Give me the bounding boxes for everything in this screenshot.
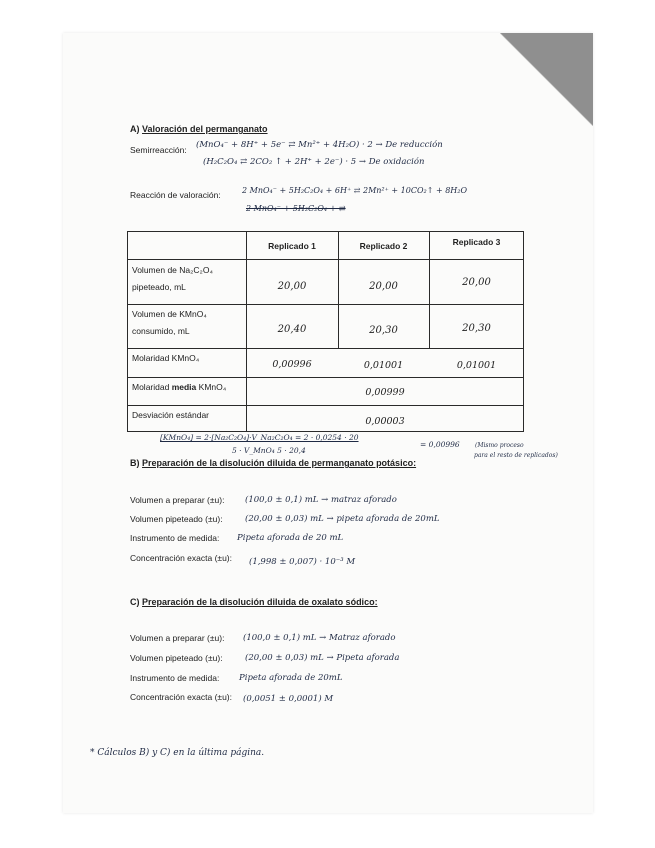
- mean-label: [132, 382, 226, 392]
- row-label: consumido, mL: [132, 326, 190, 336]
- field-value: (100,0 ± 0,1) mL → Matraz aforado: [243, 633, 396, 643]
- section-c-prefix: C): [130, 597, 140, 607]
- table-cell: 20,30: [462, 323, 491, 334]
- replicates-table: [127, 231, 524, 432]
- section-b-prefix: B): [130, 458, 140, 468]
- table-cell: 20,00: [369, 281, 398, 292]
- titration-label: Reacción de valoración:: [130, 190, 221, 200]
- calc-denominator: 5 · V_MnO₄ 5 · 20,4: [232, 446, 306, 455]
- row-label: Volumen de Na₂C₂O₄: [132, 265, 213, 275]
- section-c-title-text: Preparación de la disolución diluida de oxalato sódico:: [142, 597, 378, 607]
- field-value: Pipeta aforada de 20 mL: [237, 533, 344, 543]
- semireaction-label: Semirreacción:: [130, 145, 187, 155]
- folded-corner: [500, 33, 593, 126]
- table-cell: 20,00: [462, 277, 491, 288]
- header-replicado-1: Replicado 1: [268, 241, 316, 251]
- mean-label-bold: media: [171, 382, 197, 392]
- titration-reaction: 2 MnO₄⁻ + 5H₂C₂O₄ + 6H⁺ ⇄ 2Mn²⁺ + 10CO₂↑ + 8H₂O: [242, 186, 468, 195]
- table-row-divider: [128, 348, 523, 349]
- field-label: Instrumento de medida:: [130, 673, 220, 683]
- field-value: (20,00 ± 0,03) mL → pipeta aforada de 20mL: [245, 514, 440, 524]
- field-value: Pipeta aforada de 20mL: [239, 673, 343, 683]
- section-a-prefix: A): [130, 124, 140, 134]
- semireaction-2: (H₂C₂O₄ ⇄ 2CO₂ ↑ + 2H⁺ + 2e⁻) · 5 → De oxidación: [203, 157, 425, 167]
- field-label: Concentración exacta (±u):: [130, 692, 232, 702]
- row-label: pipeteado, mL: [132, 282, 186, 292]
- table-cell: 20,30: [369, 325, 398, 336]
- field-value: (0,0051 ± 0,0001) M: [243, 694, 334, 704]
- field-label: Volumen pipeteado (±u):: [130, 514, 223, 524]
- mean-value: 0,00999: [365, 387, 405, 398]
- field-label: Volumen a preparar (±u):: [130, 633, 225, 643]
- mean-label-pre: Molaridad: [132, 382, 170, 392]
- section-b-title-text: Preparación de la disolución diluida de permanganato potásico:: [142, 458, 417, 468]
- row-label: Molaridad KMnO₄: [132, 353, 200, 363]
- table-cell: 0,01001: [456, 360, 497, 371]
- struck-out-line: 2 MnO₄⁻ + 5H₂C₂O₄ + ⇄: [246, 204, 346, 213]
- field-value: (100,0 ± 0,1) mL → matraz aforado: [245, 495, 397, 505]
- field-label: Instrumento de medida:: [130, 533, 220, 543]
- field-label: Volumen pipeteado (±u):: [130, 653, 223, 663]
- field-value: (1,998 ± 0,007) · 10⁻³ M: [249, 557, 356, 567]
- row-label: Volumen de KMnO₄: [132, 309, 207, 319]
- header-replicado-2: Replicado 2: [359, 241, 408, 251]
- calc-note-1: (Mismo proceso: [475, 442, 524, 449]
- table-cell: 0,00996: [272, 359, 312, 370]
- section-b-title: [130, 458, 416, 468]
- calc-result: = 0,00996: [420, 440, 460, 449]
- calc-note-2: para el resto de replicados): [474, 452, 558, 459]
- table-cell: 20,40: [277, 324, 307, 335]
- mean-label-post: KMnO₄: [198, 382, 227, 392]
- table-cell: 20,00: [277, 281, 307, 292]
- calc-numerator: [KMnO₄] = 2·[Na₂C₂O₄]·V_Na₂C₂O₄ = 2 · 0,0254 · 20: [160, 433, 359, 442]
- semireaction-1: (MnO₄⁻ + 8H⁺ + 5e⁻ ⇄ Mn²⁺ + 4H₂O) · 2 → De reducción: [196, 140, 443, 150]
- table-row-divider: [128, 377, 523, 378]
- table-row-divider: [128, 405, 523, 406]
- field-value: (20,00 ± 0,03) mL → Pipeta aforada: [245, 653, 400, 663]
- field-label: Volumen a preparar (±u):: [130, 495, 225, 505]
- table-row-divider: [128, 304, 523, 305]
- table-cell: 0,01001: [363, 360, 404, 371]
- sd-value: 0,00003: [365, 416, 405, 427]
- section-c-title: [130, 597, 378, 607]
- section-a-title-text: Valoración del permanganato: [142, 124, 268, 134]
- table-row-divider: [128, 259, 523, 260]
- section-a-title: [130, 124, 268, 134]
- footnote: * Cálculos B) y C) en la última página.: [90, 748, 265, 758]
- header-replicado-3: Replicado 3: [452, 237, 501, 247]
- field-label: Concentración exacta (±u):: [130, 553, 232, 563]
- sd-label: Desviación estándar: [132, 410, 210, 420]
